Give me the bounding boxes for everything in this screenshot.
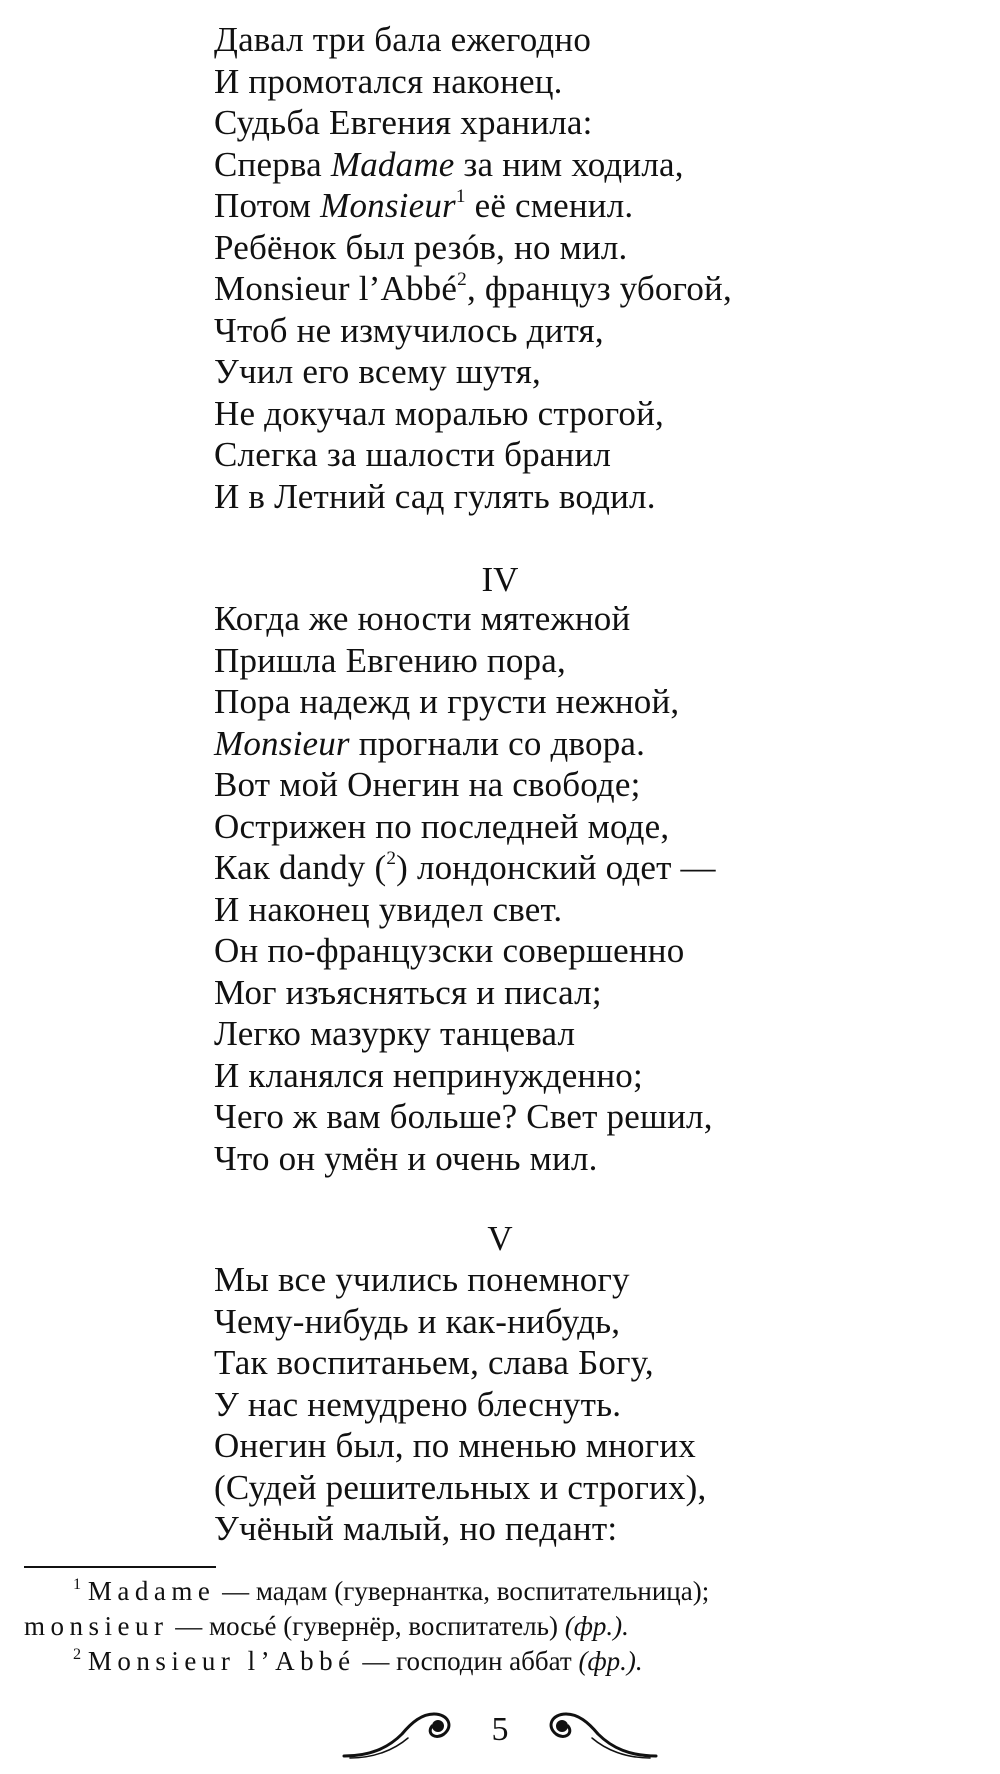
verse-line bbox=[214, 268, 934, 310]
footnote-1-mark: 1 bbox=[73, 1575, 82, 1594]
verse-line bbox=[214, 144, 934, 186]
stanza-v bbox=[214, 1259, 934, 1550]
verse-text: прогнали со двора. bbox=[349, 723, 646, 763]
verse-line: Мы все учились понемногу bbox=[214, 1260, 630, 1299]
verse-line: Судьба Евгения хранила: bbox=[214, 103, 593, 142]
foreign-word: Monsieur bbox=[320, 186, 456, 225]
stanza-iv bbox=[214, 598, 934, 1179]
foreign-word: Madame bbox=[330, 144, 455, 184]
verse-line: Не докучал моралью строгой, bbox=[214, 393, 664, 433]
footnote-1b-text: — мосьé (гувернёр, воспитатель) bbox=[168, 1611, 565, 1641]
verse-line: Легко мазурку танцевал bbox=[214, 1014, 576, 1053]
footnote-ref: 1 bbox=[455, 186, 466, 208]
verse-line: Мог изъясняться и писал; bbox=[214, 972, 602, 1012]
verse-line: И кланялся непринужденно; bbox=[214, 1055, 643, 1095]
footnote-ref: 2 bbox=[457, 269, 467, 291]
verse-line: Что он умён и очень мил. bbox=[214, 1138, 598, 1178]
verse-line: Чего ж вам больше? Свет решил, bbox=[214, 1097, 713, 1136]
footnote-1b-term: monsieur bbox=[24, 1611, 169, 1641]
stanza-numeral-iv: IV bbox=[481, 560, 519, 599]
verse-text: Как dandy ( bbox=[214, 848, 387, 887]
page-number: 5 bbox=[491, 1711, 509, 1748]
verse-line: У нас немудрено блеснуть. bbox=[214, 1384, 622, 1424]
footnote-divider bbox=[24, 1566, 216, 1568]
footnotes bbox=[24, 1574, 984, 1679]
verse-line: Так воспитаньем, слава Богу, bbox=[214, 1343, 654, 1382]
verse-text: Потом bbox=[214, 186, 321, 225]
verse-line: Пора надежд и грусти нежной, bbox=[214, 682, 680, 721]
verse-line: Ребёнок был резóв, но мил. bbox=[214, 227, 628, 267]
verse-line bbox=[214, 185, 934, 227]
stanza-iii-ending bbox=[214, 19, 934, 517]
footnote-2-text: — господин аббат bbox=[355, 1646, 579, 1676]
verse-line: Пришла Евгению пора, bbox=[214, 640, 566, 680]
footnote-1-term: Madame bbox=[87, 1576, 216, 1606]
verse-text: Monsieur l’Abbé bbox=[214, 269, 458, 308]
verse-line: Вот мой Онегин на свободе; bbox=[214, 765, 641, 804]
footnote-1-continuation bbox=[24, 1609, 984, 1644]
verse-line: Чтоб не измучилось дитя, bbox=[214, 310, 604, 350]
verse-line: И наконец увидел свет. bbox=[214, 889, 563, 929]
footnote-1b-language: (фр.). bbox=[564, 1611, 629, 1641]
verse-line: Давал три бала ежегодно bbox=[214, 20, 592, 59]
verse-text: , француз убогой, bbox=[466, 269, 732, 308]
footnote-ref: 2 bbox=[386, 848, 397, 870]
verse-line: Учёный малый, но педант: bbox=[214, 1509, 618, 1548]
verse-line bbox=[214, 723, 934, 765]
footnote-2-term: Monsieur l’Abbé bbox=[87, 1646, 356, 1676]
footnote-2 bbox=[24, 1644, 984, 1679]
verse-text: ) лондонский одет — bbox=[396, 848, 716, 887]
footnote-2-mark: 2 bbox=[73, 1645, 82, 1664]
verse-line: Чему-нибудь и как-нибудь, bbox=[214, 1301, 621, 1341]
verse-line: Когда же юности мятежной bbox=[214, 599, 631, 638]
footnote-1-text: — мадам (гувернантка, воспитательница); bbox=[215, 1576, 710, 1606]
verse-line: (Судей решительных и строгих), bbox=[214, 1467, 707, 1507]
verse-text: Сперва bbox=[214, 144, 331, 184]
verse-line: И промотался наконец. bbox=[214, 61, 563, 101]
verse-line: Учил его всему шутя, bbox=[214, 352, 541, 391]
verse-line: И в Летний сад гулять водил. bbox=[214, 476, 656, 516]
verse-text: за ним ходила, bbox=[454, 144, 684, 184]
verse-text: её сменил. bbox=[465, 186, 634, 225]
foreign-word: Monsieur bbox=[214, 723, 350, 763]
verse-line: Онегин был, по мненью многих bbox=[214, 1426, 696, 1465]
verse-line: Слегка за шалости бранил bbox=[214, 435, 612, 474]
footnote-1 bbox=[24, 1574, 984, 1609]
stanza-numeral-v: V bbox=[487, 1219, 513, 1258]
footnote-2-language: (фр.). bbox=[578, 1646, 643, 1676]
verse-line: Острижен по последней моде, bbox=[214, 806, 670, 846]
verse-line: Он по-французски совершенно bbox=[214, 931, 685, 970]
verse-line bbox=[214, 847, 934, 889]
